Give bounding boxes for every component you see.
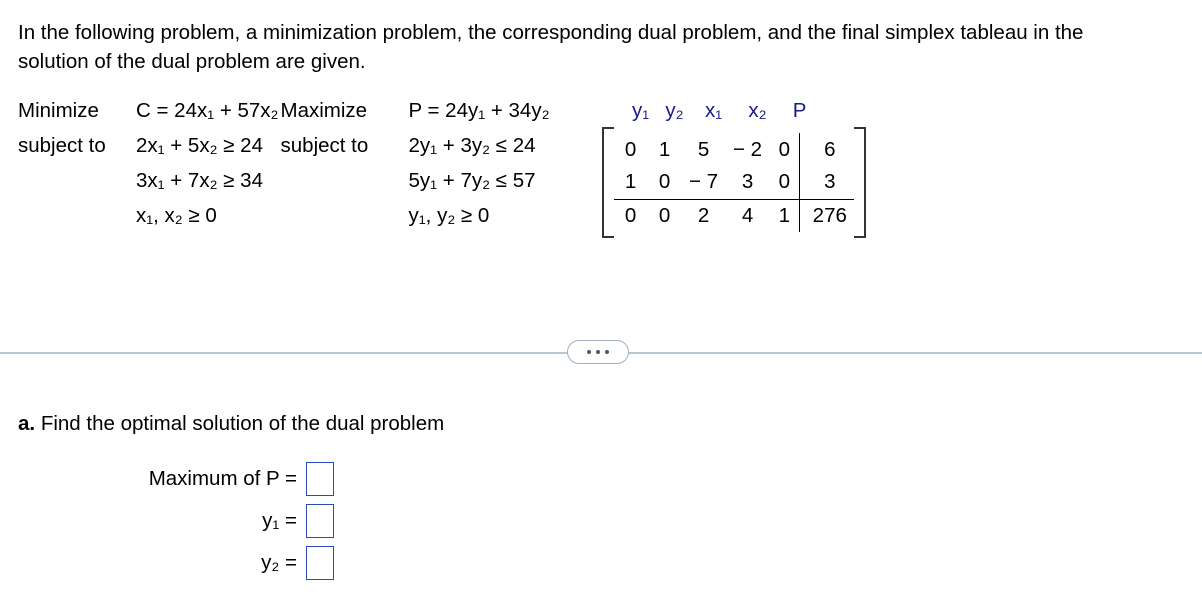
dot	[605, 350, 609, 354]
tableau-cell: 1	[658, 137, 671, 161]
tableau-cell: 4	[726, 199, 770, 232]
tableau-cell: 2	[682, 199, 726, 232]
y1-input[interactable]	[306, 504, 334, 538]
dual-row-label: subject to	[280, 134, 369, 157]
table-row	[614, 133, 854, 166]
dot	[596, 350, 600, 354]
tableau-cell: 0	[648, 199, 682, 232]
answer-row	[62, 542, 334, 584]
tableau-cell: − 7	[688, 170, 719, 194]
tableau-cell: 3	[741, 170, 754, 194]
dual-row	[281, 134, 550, 169]
primal-row-label: subject to	[18, 134, 106, 157]
tableau-cell: 0	[658, 170, 671, 194]
dual-row	[281, 204, 550, 239]
problem-statement-area	[18, 99, 866, 243]
tableau-rhs-cell: 6	[800, 133, 854, 166]
tableau-header-cell: P	[792, 99, 807, 122]
answer-row	[62, 458, 334, 500]
primal-row-label: Minimize	[18, 99, 99, 122]
tableau-rhs-cell: 3	[800, 166, 854, 199]
tableau-header-cell: x₂	[748, 99, 767, 122]
primal-row	[18, 204, 279, 239]
answer-label: Maximum of P =	[148, 467, 297, 490]
max-p-input[interactable]	[306, 462, 334, 496]
tableau-bracket-box	[602, 127, 866, 238]
part-a-marker: a.	[18, 412, 36, 435]
answer-row	[62, 500, 334, 542]
dual-row-expression: 5y₁ + 7y₂ ≤ 57	[408, 169, 536, 192]
dual-problem-block	[281, 99, 550, 239]
tableau-cell: 0	[614, 199, 648, 232]
tableau-header-cell: y₁	[631, 99, 650, 122]
dot	[587, 350, 591, 354]
tableau-cell: 0	[624, 137, 637, 161]
dual-row-expression: y₁, y₂ ≥ 0	[408, 204, 490, 227]
part-a-text: Find the optimal solution of the dual problem	[40, 412, 445, 435]
tableau-cell: 1	[624, 170, 637, 194]
problem-intro-text: In the following problem, a minimization problem, the corresponding dual problem, and the final simplex tableau in the solution of the dual problem are given.	[18, 21, 1084, 73]
ellipsis-icon[interactable]	[567, 340, 629, 364]
tableau-cell: 0	[778, 170, 790, 194]
dual-row	[281, 169, 550, 204]
tableau-cell: 0	[778, 137, 790, 161]
tableau-header-cell: x₁	[704, 99, 723, 122]
answer-label: y₁ =	[262, 509, 297, 532]
dual-row	[281, 99, 550, 134]
table-row	[614, 199, 854, 232]
primal-row-expression: x₁, x₂ ≥ 0	[136, 204, 217, 227]
tableau-column-headers	[602, 99, 866, 123]
part-a-question	[18, 412, 444, 436]
primal-row	[18, 169, 279, 204]
answer-fields	[62, 458, 334, 584]
dual-row-expression: P = 24y₁ + 34y₂	[408, 99, 550, 122]
tableau-cell: 5	[697, 137, 710, 161]
primal-row-expression: 3x₁ + 7x₂ ≥ 34	[136, 169, 263, 192]
primal-row-expression: 2x₁ + 5x₂ ≥ 24	[136, 134, 263, 157]
dual-row-expression: 2y₁ + 3y₂ ≤ 24	[408, 134, 536, 157]
tableau-table	[614, 133, 854, 232]
tableau-cell: 1	[770, 199, 800, 232]
dual-row-label: Maximize	[280, 99, 368, 122]
primal-problem-block	[18, 99, 279, 239]
table-row	[614, 166, 854, 199]
y2-input[interactable]	[306, 546, 334, 580]
tableau-cell: − 2	[732, 137, 763, 161]
tableau-rhs-cell: 276	[800, 199, 854, 232]
primal-row	[18, 134, 279, 169]
primal-row	[18, 99, 279, 134]
right-bracket-icon	[854, 127, 866, 238]
answer-label: y₂ =	[261, 551, 297, 574]
primal-row-expression: C = 24x₁ + 57x₂	[136, 99, 279, 122]
simplex-tableau	[602, 99, 866, 243]
left-bracket-icon	[602, 127, 614, 238]
tableau-header-cell: y₂	[665, 99, 684, 122]
